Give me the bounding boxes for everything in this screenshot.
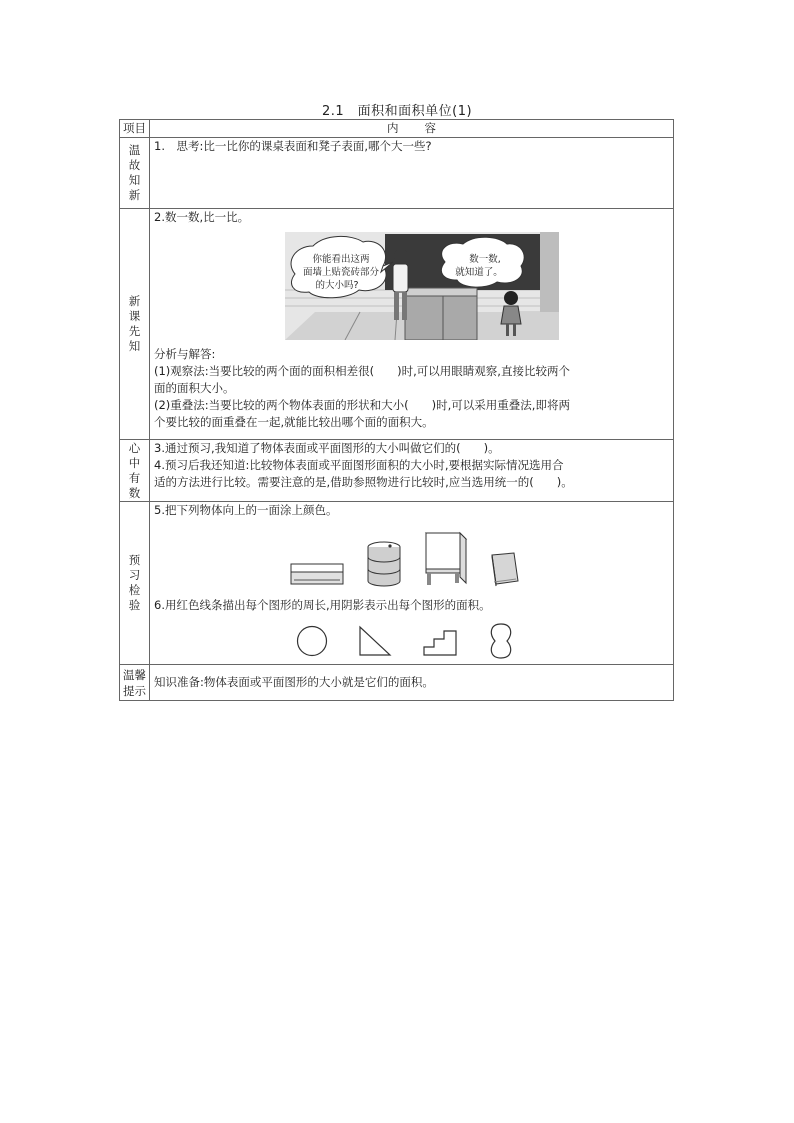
triangle-shape-icon	[358, 625, 392, 657]
row-preview-check	[120, 502, 674, 665]
row-review	[120, 138, 674, 209]
stool-icon	[424, 529, 468, 587]
analysis-line-2: 面的面积大小。	[154, 381, 235, 395]
row-tips	[120, 665, 674, 701]
question-6: 6.用红色线条描出每个图形的周长,用阴影表示出每个图形的面积。	[154, 598, 491, 612]
analysis-line-3: (2)重叠法:当要比较的两个物体表面的形状和大小( )时,可以采用重叠法,即将两	[154, 398, 570, 412]
objects-row	[290, 529, 669, 587]
question-3: 3.通过预习,我知道了物体表面或平面图形的大小叫做它们的( )。	[154, 441, 500, 455]
header-item: 项目	[120, 120, 150, 138]
barrel-icon	[366, 541, 402, 587]
tips-content	[150, 665, 674, 701]
analysis-line-4: 个要比较的面重叠在一起,就能比较出哪个面的面积大。	[154, 415, 434, 429]
bubble-right-line-2: 就知道了。	[455, 267, 503, 278]
page-title: 2.1 面积和面积单位(1)	[321, 104, 473, 119]
classroom-illustration	[285, 232, 559, 340]
worksheet-table	[119, 119, 674, 701]
row-new-lesson	[120, 209, 674, 440]
shapes-row	[296, 622, 669, 660]
analysis-line-1: (1)观察法:当要比较的两个面的面积相差很( )时,可以用眼睛观察,直接比较两个	[154, 364, 570, 378]
air-conditioner-icon	[290, 563, 344, 587]
bubble-right-line-1: 数一数,	[469, 254, 501, 265]
circle-shape-icon	[296, 625, 328, 657]
book-icon	[490, 551, 520, 587]
category-know-in-mind: 心 中 有 数	[120, 440, 150, 502]
bubble-left-line-3: 的大小吗?	[315, 280, 359, 291]
question-1: 1. 思考:比一比你的课桌表面和凳子表面,哪个大一些?	[154, 139, 432, 153]
question-2: 2.数一数,比一比。	[154, 210, 250, 224]
staircase-shape-icon	[422, 625, 458, 657]
header-content	[150, 120, 674, 138]
new-lesson-content	[150, 209, 674, 440]
peanut-shape-icon	[488, 622, 514, 660]
category-review: 温 故 知 新	[120, 138, 150, 209]
header-row	[120, 120, 674, 138]
category-preview-check: 预 习 检 验	[120, 502, 150, 665]
category-new-lesson: 新 课 先 知	[120, 209, 150, 440]
bubble-left-line-1: 你能看出这两	[312, 254, 370, 265]
category-tips: 温馨 提示	[120, 665, 150, 701]
bubble-left-line-2: 面墙上贴瓷砖部分	[302, 267, 380, 278]
row-know-in-mind	[120, 440, 674, 502]
preview-check-content	[150, 502, 674, 665]
know-in-mind-content	[150, 440, 674, 502]
header-content-b: 容	[424, 121, 436, 135]
question-5: 5.把下列物体向上的一面涂上颜色。	[154, 503, 338, 517]
review-content	[150, 138, 674, 209]
tip-text: 知识准备:物体表面或平面图形的大小就是它们的面积。	[154, 675, 434, 689]
question-4-line-2: 适的方法进行比较。需要注意的是,借助参照物进行比较时,应当选用统一的( )。	[154, 475, 573, 489]
question-4-line-1: 4.预习后我还知道:比较物体表面或平面图形面积的大小时,要根据实际情况选用合	[154, 458, 564, 472]
header-content-a: 内	[387, 121, 399, 135]
analysis-heading: 分析与解答:	[154, 347, 216, 361]
